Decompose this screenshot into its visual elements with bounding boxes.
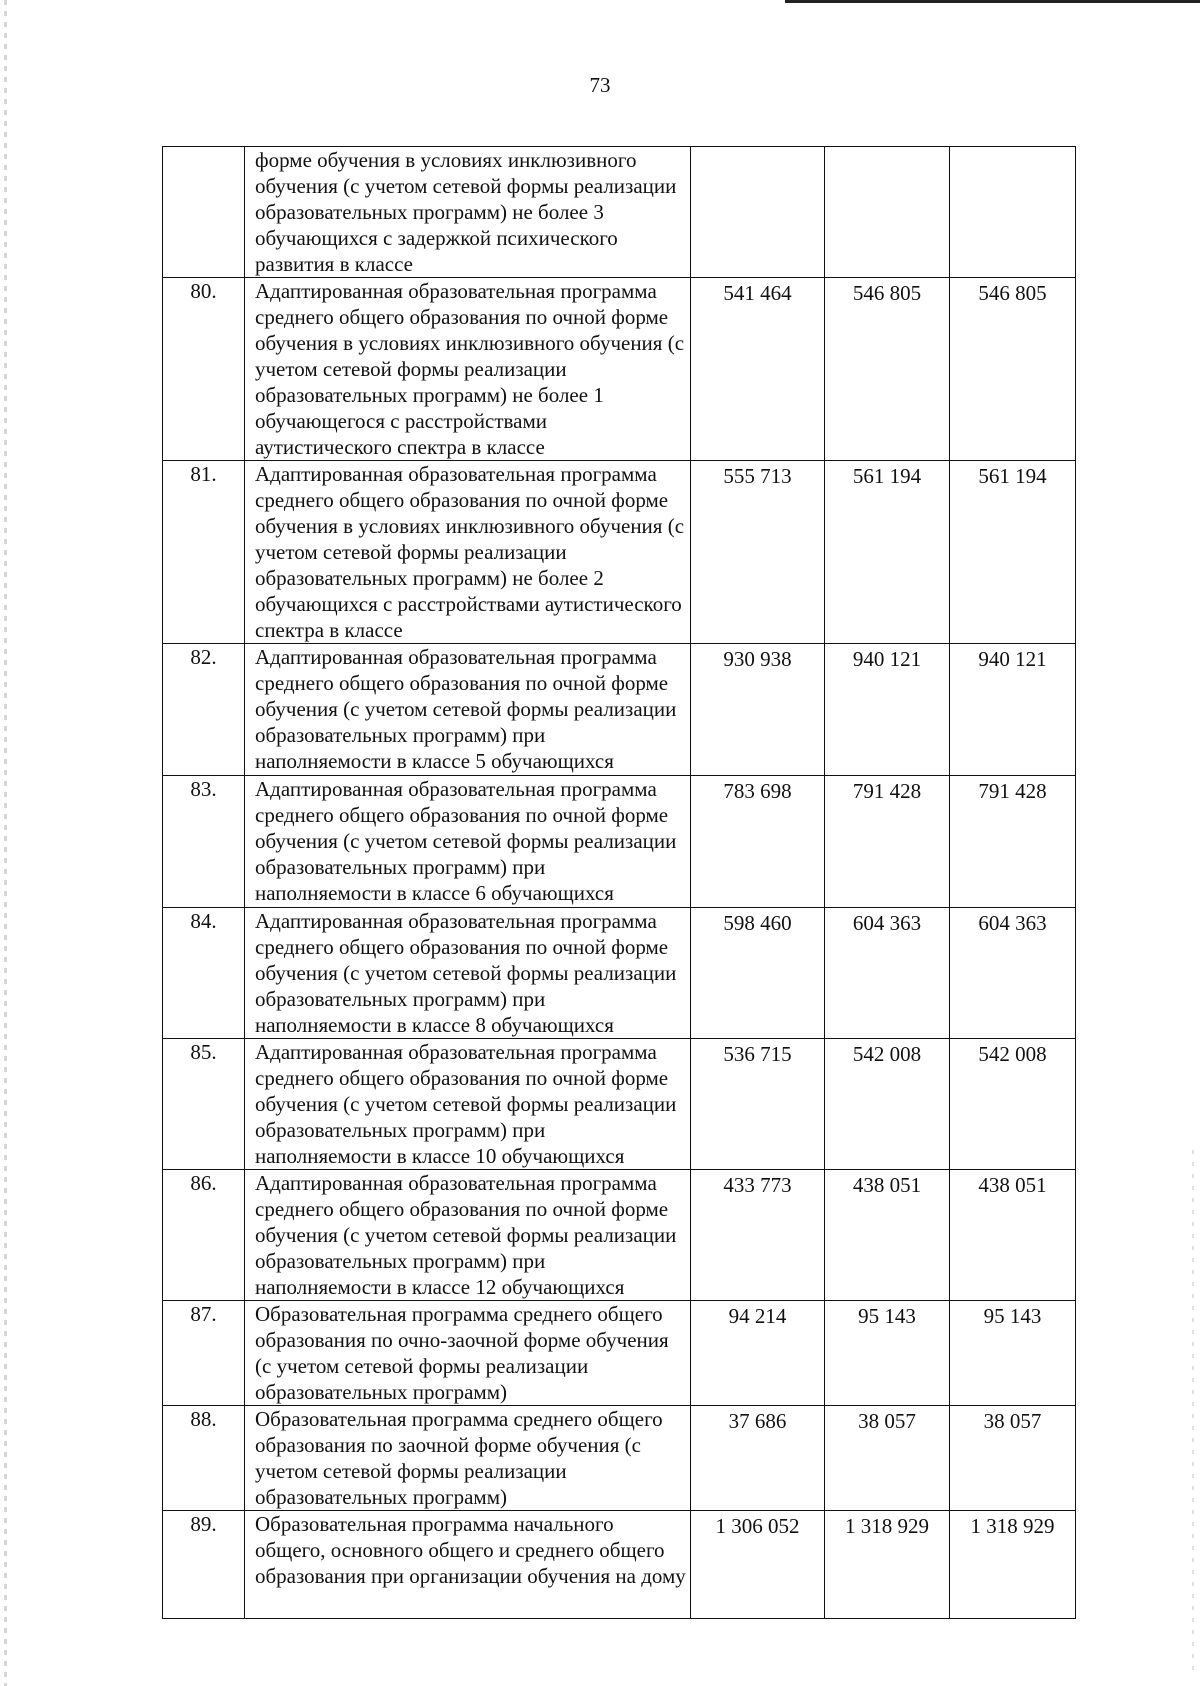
row-number — [163, 147, 245, 278]
row-value-2: 940 121 — [825, 644, 950, 776]
row-value-3: 542 008 — [950, 1039, 1076, 1170]
row-value-1: 94 214 — [691, 1301, 825, 1406]
row-value-3: 38 057 — [950, 1406, 1076, 1511]
row-value-2: 604 363 — [825, 908, 950, 1039]
row-number: 83. — [163, 776, 245, 908]
scan-edge-left — [4, 0, 7, 1686]
table-row — [163, 461, 1076, 644]
row-description: Адаптированная образовательная программа среднего общего образования по очной форме обучения в условиях инклюзивного обучения (с учетом сетевой формы реализации образовательных программ) не более 2 обучающихся с расстройствами аутистического спектра в классе — [245, 461, 691, 644]
row-value-2: 1 318 929 — [825, 1511, 950, 1619]
page-number: 73 — [589, 73, 611, 97]
row-number: 87. — [163, 1301, 245, 1406]
row-value-1: 433 773 — [691, 1170, 825, 1301]
table-row — [163, 147, 1076, 278]
row-number: 88. — [163, 1406, 245, 1511]
row-number: 81. — [163, 461, 245, 644]
tariff-table — [162, 146, 1076, 1619]
table-row — [163, 1039, 1076, 1170]
row-description: Адаптированная образовательная программа среднего общего образования по очной форме обучения в условиях инклюзивного обучения (с учетом сетевой формы реализации образовательных программ) не более 1 обучающегося с расстройствами аутистического спектра в классе — [245, 278, 691, 461]
row-value-1: 1 306 052 — [691, 1511, 825, 1619]
row-value-2: 95 143 — [825, 1301, 950, 1406]
row-value-3: 438 051 — [950, 1170, 1076, 1301]
row-description: Адаптированная образовательная программа среднего общего образования по очной форме обучения (с учетом сетевой формы реализации образовательных программ) при наполняемости в классе 5 обучающихся — [245, 644, 691, 776]
row-number: 80. — [163, 278, 245, 461]
row-value-3: 1 318 929 — [950, 1511, 1076, 1619]
row-description: Адаптированная образовательная программа среднего общего образования по очной форме обучения (с учетом сетевой формы реализации образовательных программ) при наполняемости в классе 6 обучающихся — [245, 776, 691, 908]
row-value-2: 438 051 — [825, 1170, 950, 1301]
table-row — [163, 1301, 1076, 1406]
scan-edge-right — [1192, 1150, 1194, 1670]
row-value-1: 37 686 — [691, 1406, 825, 1511]
table-row — [163, 278, 1076, 461]
row-number: 82. — [163, 644, 245, 776]
row-description: Образовательная программа среднего общего образования по очно-заочной форме обучения (с учетом сетевой формы реализации образовательных программ) — [245, 1301, 691, 1406]
row-value-1 — [691, 147, 825, 278]
row-value-3: 561 194 — [950, 461, 1076, 644]
table-row — [163, 776, 1076, 908]
row-description: Адаптированная образовательная программа среднего общего образования по очной форме обучения (с учетом сетевой формы реализации образовательных программ) при наполняемости в классе 10 обучающихся — [245, 1039, 691, 1170]
row-value-3: 546 805 — [950, 278, 1076, 461]
table-row — [163, 1406, 1076, 1511]
row-number: 84. — [163, 908, 245, 1039]
row-number: 85. — [163, 1039, 245, 1170]
row-value-1: 598 460 — [691, 908, 825, 1039]
scan-edge-line — [785, 0, 1200, 3]
row-value-3: 95 143 — [950, 1301, 1076, 1406]
row-value-1: 536 715 — [691, 1039, 825, 1170]
row-description: Образовательная программа среднего общего образования по заочной форме обучения (с учетом сетевой формы реализации образовательных программ) — [245, 1406, 691, 1511]
row-value-2: 791 428 — [825, 776, 950, 908]
row-value-3: 791 428 — [950, 776, 1076, 908]
table-row — [163, 1511, 1076, 1619]
row-description: Образовательная программа начального общего, основного общего и среднего общего образования при организации обучения на дому — [245, 1511, 691, 1619]
row-value-1: 541 464 — [691, 278, 825, 461]
row-value-2: 38 057 — [825, 1406, 950, 1511]
row-value-2: 546 805 — [825, 278, 950, 461]
row-description: Адаптированная образовательная программа среднего общего образования по очной форме обучения (с учетом сетевой формы реализации образовательных программ) при наполняемости в классе 12 обучающихся — [245, 1170, 691, 1301]
row-value-1: 930 938 — [691, 644, 825, 776]
row-description: Адаптированная образовательная программа среднего общего образования по очной форме обучения (с учетом сетевой формы реализации образовательных программ) при наполняемости в классе 8 обучающихся — [245, 908, 691, 1039]
row-value-1: 783 698 — [691, 776, 825, 908]
row-value-2: 542 008 — [825, 1039, 950, 1170]
row-number: 89. — [163, 1511, 245, 1619]
table-row — [163, 1170, 1076, 1301]
row-value-3 — [950, 147, 1076, 278]
row-value-2: 561 194 — [825, 461, 950, 644]
row-value-3: 604 363 — [950, 908, 1076, 1039]
row-description: форме обучения в условиях инклюзивного обучения (с учетом сетевой формы реализации образовательных программ) не более 3 обучающихся с задержкой психического развития в классе — [245, 147, 691, 278]
row-number: 86. — [163, 1170, 245, 1301]
row-value-2 — [825, 147, 950, 278]
row-value-3: 940 121 — [950, 644, 1076, 776]
table-row — [163, 908, 1076, 1039]
row-value-1: 555 713 — [691, 461, 825, 644]
table-row — [163, 644, 1076, 776]
